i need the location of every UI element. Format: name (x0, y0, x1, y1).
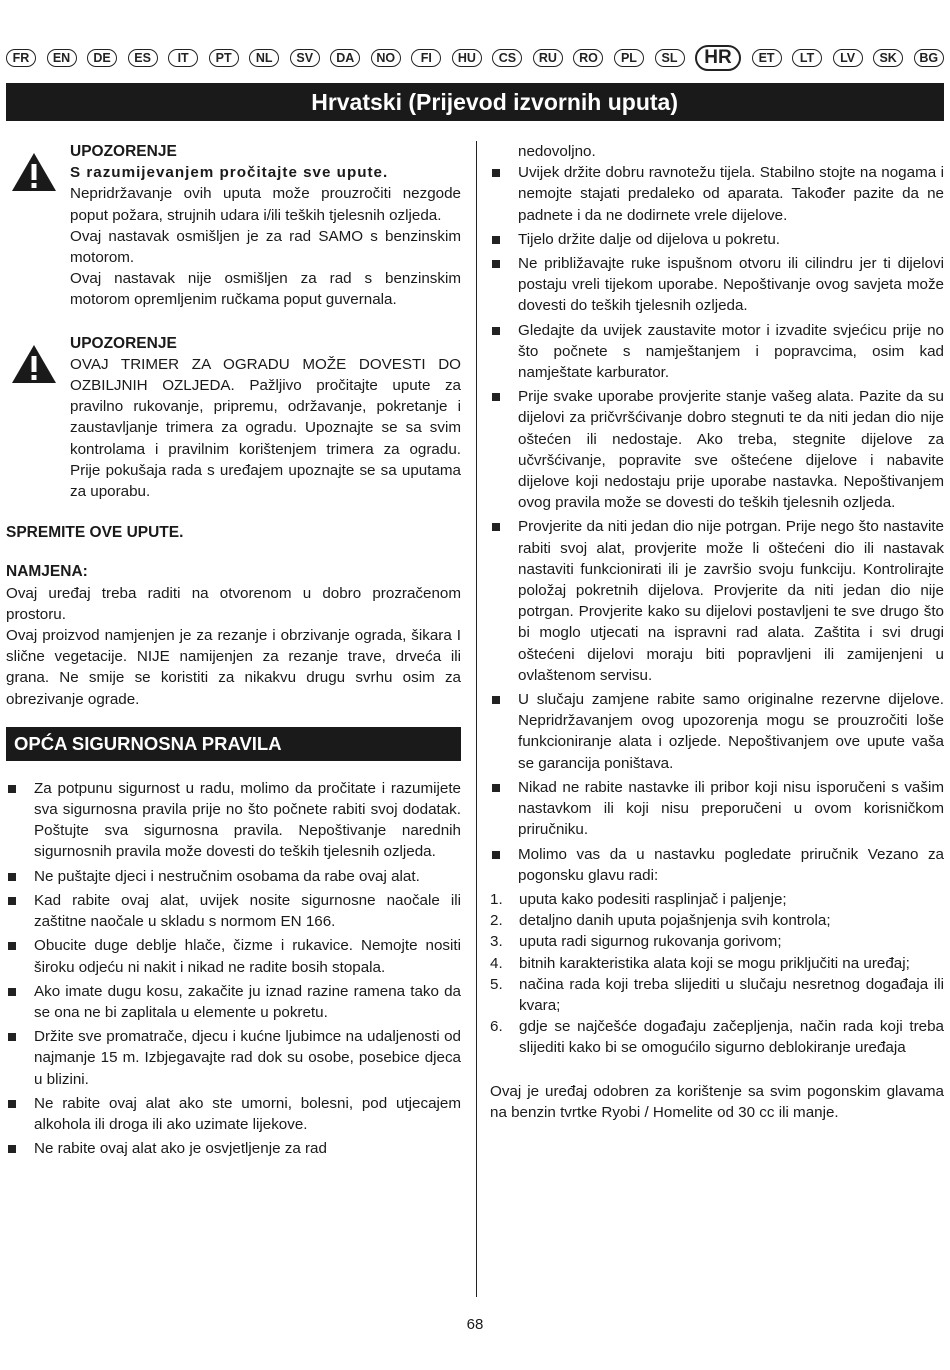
lang-tab[interactable]: CS (492, 49, 522, 67)
lang-tab[interactable]: NO (371, 49, 401, 67)
language-bar (6, 46, 944, 70)
numbered-item: 2. detaljno danih uputa pojašnjenja svih kontrola; (490, 912, 831, 930)
lang-tab[interactable]: SL (655, 49, 685, 67)
lang-tab[interactable]: NL (249, 49, 279, 67)
list-item: Za potpunu sigurnost u radu, molimo da pročitate i razumijete sva sigurnosna pravila prije no što počnete rabiti svoj dodatak. Poštujte sva sigurnosna pravila. Nepoštivanje narednih sigurnosnih pravila može dovesti do teških tjelesnih ozljeda. (6, 778, 461, 863)
section-banner: OPĆA SIGURNOSNA PRAVILA (6, 727, 461, 761)
warning-text: OVAJ TRIMER ZA OGRADU MOŽE DOVESTI DO OZBILJNIH OZLJEDA. Pažljivo pročitajte upute za pravilno rukovanje, pripremu, održavanje, pokretanje i zaustavljanje trimera za ogradu. Upoznajte se sa svim kontrolama i pravilnim korištenjem trimera za ogradu. Prije pokušaja rada s uređajem upoznajte se sa uputama za uporabu. (70, 355, 461, 501)
safety-list (490, 162, 944, 886)
warning-heading: UPOZORENJE (70, 143, 177, 160)
list-item: Ne rabite ovaj alat ako je osvjetljenje za rad (6, 1138, 461, 1159)
purpose-text: Ovaj proizvod namjenjen je za rezanje i obrzivanje ograda, šikara I slične vegetacije. NIJE namijenjen za rezanje trave, drveća ili grana. Ne smije se koristiti za nikakvu drugu svrhu osim za obrezivanje ograde. (6, 627, 461, 708)
lang-tab-active[interactable]: HR (695, 45, 741, 71)
page-title: Hrvatski (Prijevod izvornih uputa) (6, 83, 944, 121)
list-item: Ne rabite ovaj alat ako ste umorni, bolesni, pod utjecajem alkohola ili droga ili ako uzimate lijekove. (6, 1093, 461, 1135)
list-item: Tijelo držite dalje od dijelova u pokretu. (490, 229, 944, 250)
warning-heading: UPOZORENJE (70, 334, 177, 352)
lang-tab[interactable]: SK (873, 49, 903, 67)
warning-block (6, 141, 461, 311)
lang-tab[interactable]: ET (752, 49, 782, 67)
list-item: Prije svake uporabe provjerite stanje vašeg alata. Pazite da su dijelovi za pričvršćivanje dobro stegnuti te da niti jedan dio nije oštećen ili nedostaje. Ako treba, stegnite dijelove za učvršćivanje, popravite sve oštećene dijelove i nabavite dijelove koji nedostaju prije uporabe nastavka. Nepoštivanjem ovog pravila može se dovesti do teških tjelesnih ozljeda. (490, 386, 944, 513)
list-item: Uvijek držite dobru ravnotežu tijela. Stabilno stojte na nogama i nemojte stajati predaleko od aparata. Također pazite da ne padnete i da ne dodirnete vrele dijelove. (490, 162, 944, 226)
warning-triangle-icon (10, 343, 58, 385)
list-item: Molimo vas da u nastavku pogledate priručnik Vezano za pogonsku glavu radi: (490, 844, 944, 886)
list-item: Provjerite da niti jedan dio nije potrgan. Prije nego što nastavite rabiti svoj alat, provjerite može li oštećeni dio ili nastavak nastaviti funkcionirati ili je završio svoju funkciju. Kontrolirajte položaj pokretnih dijelova. Provjerite da niti jedan dio nije potrgan. Provjerite kako su dijelovi postavljeni te sve drugo što bi moglo utjecati na ispravni rad alata. Zaštita i svi drugi oštećeni dijelovi moraju biti popravljeni ili zamijenjeni u ovlaštenom servisu. (490, 516, 944, 686)
list-item: Nikad ne rabite nastavke ili pribor koji nisu isporučeni s vašim nastavkom ili koji nisu preporučeni u ovom korisničkom priručniku. (490, 777, 944, 841)
continuation-text: nedovoljno. (518, 143, 596, 160)
list-item: Ako imate dugu kosu, zakačite ju iznad razine ramena tako da se ona ne bi zaplitala u elemente u pokretu. (6, 981, 461, 1023)
lang-tab[interactable]: FI (411, 49, 441, 67)
warning-block (6, 333, 461, 503)
save-instructions-heading: SPREMITE OVE UPUTE. (6, 524, 184, 542)
safety-list (6, 778, 461, 1159)
left-column (6, 141, 461, 1162)
lang-tab[interactable]: PT (209, 49, 239, 67)
lang-tab[interactable]: BG (914, 49, 944, 67)
list-item: U slučaju zamjene rabite samo originalne rezervne dijelove. Nepridržavanjem ovog upozorenja mogu se prouzročiti loše funkcioniranje alata i ozljede. Nepoštivanjem ove upute vaša se garancija poništava. (490, 689, 944, 774)
lang-tab[interactable]: PL (614, 49, 644, 67)
lang-tab[interactable]: FR (6, 49, 36, 67)
lang-tab[interactable]: RO (573, 49, 603, 67)
list-item: Ne puštajte djeci i nestručnim osobama da rabe ovaj alat. (6, 866, 461, 887)
warning-text: Ovaj nastavak osmišljen je za rad SAMO s benzinskim motorom. (70, 227, 461, 267)
lang-tab[interactable]: ES (128, 49, 158, 67)
lang-tab[interactable]: IT (168, 49, 198, 67)
list-item: Obucite duge deblje hlače, čizme i rukavice. Nemojte nositi široku odjeću ni nakit i nikad ne radite bosih stopala. (6, 935, 461, 977)
numbered-item: 6. gdje se najčešće događaju začepljenja, način rada koji treba slijediti kako bi se omogućilo sigurno deblokiranje uređaja (490, 1018, 944, 1057)
numbered-item: 5. načina rada koji treba slijediti u slučaju nesretnog događaja ili kvara; (490, 975, 944, 1014)
numbered-item: 1. uputa kako podesiti rasplinjač i paljenje; (490, 890, 787, 908)
list-item: Ne približavajte ruke ispušnom otvoru ili cilindru jer ti dijelovi postaju vreli tijekom uporabe. Nepoštivanje ovog savjeta može dovesti do teških tjelesnih ozljeda. (490, 253, 944, 317)
warning-text: Nepridržavanje ovih uputa može prouzročiti nezgode poput požara, strujnih udara i/ili teških tjelesnih ozljeda. (70, 185, 461, 224)
warning-triangle-icon (10, 151, 58, 193)
lang-tab[interactable]: LT (792, 49, 822, 67)
page-number: 68 (466, 1316, 484, 1333)
lang-tab[interactable]: SV (290, 49, 320, 67)
lang-tab[interactable]: RU (533, 49, 563, 67)
numbered-item: 3. uputa radi sigurnog rukovanja gorivom; (490, 933, 782, 951)
list-item: Držite sve promatrače, djecu i kućne ljubimce na udaljenosti od najmanje 15 m. Izbjegavajte rad dok su osobe, posebice djeca u blizini. (6, 1026, 461, 1090)
warning-lead: S razumijevanjem pročitajte sve upute. (70, 164, 389, 182)
lang-tab[interactable]: DE (87, 49, 117, 67)
numbered-item: 4. bitnih karakteristika alata koji se mogu priključiti na uređaj; (490, 954, 910, 972)
column-divider (476, 141, 477, 1297)
lang-tab[interactable]: DA (330, 49, 360, 67)
purpose-heading: NAMJENA: (6, 563, 88, 581)
warning-text: Ovaj nastavak nije osmišljen za rad s benzinskim motorom opremljenim ručkama poput guvernala. (70, 270, 461, 309)
list-item: Kad rabite ovaj alat, uvijek nosite sigurnosne naočale ili zaštitne naočale u skladu s normom EN 166. (6, 890, 461, 932)
lang-tab[interactable]: HU (452, 49, 482, 67)
approval-text: Ovaj je uređaj odobren za korištenje sa svim pogonskim glavama na benzin tvrtke Ryobi / Homelite od 30 cc ili manje. (490, 1082, 944, 1121)
list-item: Gledajte da uvijek zaustavite motor i izvadite svjećicu prije no što počnete s namještanjem i popravcima, osim kad namještate karburator. (490, 320, 944, 384)
right-column (490, 141, 944, 1123)
lang-tab[interactable]: LV (833, 49, 863, 67)
purpose-text: Ovaj uređaj treba raditi na otvorenom u dobro prozračenom prostoru. (6, 584, 461, 623)
lang-tab[interactable]: EN (47, 49, 77, 67)
numbered-list (490, 889, 944, 1059)
